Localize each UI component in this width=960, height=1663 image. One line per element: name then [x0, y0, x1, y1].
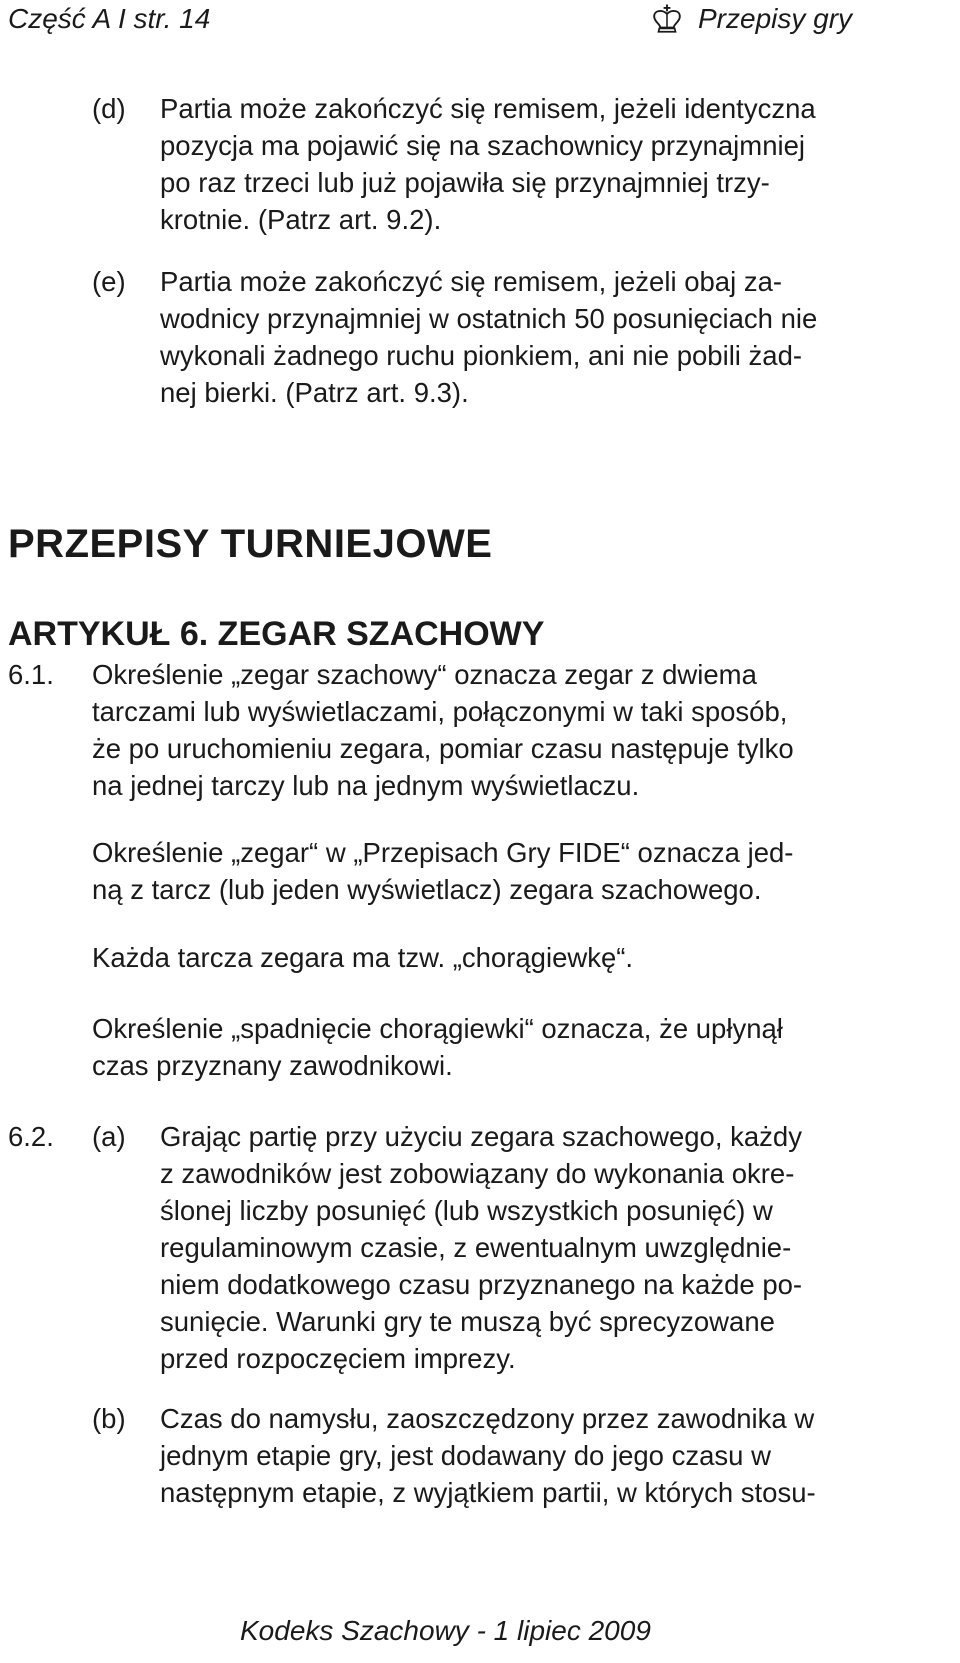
- article-title: ARTYKUŁ 6. ZEGAR SZACHOWY: [8, 615, 545, 653]
- para-line: niem dodatkowego czasu przyznanego na każde po-: [160, 1269, 803, 1300]
- page-header-right: [650, 2, 852, 36]
- para-line: tarczami lub wyświetlaczami, połączonymi w taki sposób,: [92, 696, 788, 727]
- article-6-1-para-2: [92, 834, 892, 908]
- item-e-line: Partia może zakończyć się remisem, jeżeli obaj za-: [160, 266, 783, 297]
- item-d-line: pozycja ma pojawić się na szachownicy przynajmniej: [160, 130, 806, 161]
- item-e-text: [160, 263, 892, 411]
- item-e-line: wykonali żadnego ruchu pionkiem, ani nie pobili żad-: [160, 340, 803, 371]
- para-line: regulaminowym czasie, z ewentualnym uwzględnie-: [160, 1232, 792, 1263]
- item-d-line: krotnie. (Patrz art. 9.2).: [160, 204, 442, 235]
- para-line: Określenie „spadnięcie chorągiewki“ oznacza, że upłynął: [92, 1013, 783, 1044]
- para-line: następnym etapie, z wyjątkiem partii, w których stosu-: [160, 1477, 816, 1508]
- para-line: Każda tarcza zegara ma tzw. „chorągiewkę“.: [92, 942, 634, 973]
- item-d-line: po raz trzeci lub już pojawiła się przynajmniej trzy-: [160, 167, 770, 198]
- item-e-label: (e): [92, 266, 126, 297]
- para-line: czas przyznany zawodnikowi.: [92, 1050, 453, 1081]
- para-line: na jednej tarczy lub na jednym wyświetlaczu.: [92, 770, 640, 801]
- item-e-line: nej bierki. (Patrz art. 9.3).: [160, 377, 469, 408]
- para-line: ślonej liczby posunięć (lub wszystkich posunięć) w: [160, 1195, 773, 1226]
- item-e-line: wodnicy przynajmniej w ostatnich 50 posunięciach nie: [160, 303, 818, 334]
- para-line: że po uruchomieniu zegara, pomiar czasu następuje tylko: [92, 733, 794, 764]
- para-line: Określenie „zegar“ w „Przepisach Gry FIDE“ oznacza jed-: [92, 837, 794, 868]
- section-title: PRZEPISY TURNIEJOWE: [8, 522, 493, 566]
- chess-king-icon: [650, 2, 684, 36]
- item-d-text: [160, 90, 892, 238]
- article-6-2-number: 6.2.: [8, 1121, 54, 1152]
- para-line: Czas do namysłu, zaoszczędzony przez zawodnika w: [160, 1403, 815, 1434]
- item-b-text: [160, 1400, 892, 1511]
- page-header-left: Część A I str. 14: [8, 3, 211, 34]
- para-line: z zawodników jest zobowiązany do wykonania okre-: [160, 1158, 795, 1189]
- item-a-text: [160, 1118, 892, 1377]
- item-b-label: (b): [92, 1403, 126, 1434]
- item-d-line: Partia może zakończyć się remisem, jeżeli identyczna: [160, 93, 816, 124]
- para-line: sunięcie. Warunki gry te muszą być sprecyzowane: [160, 1306, 775, 1337]
- article-6-1-para-4: [92, 1010, 892, 1084]
- item-d-label: (d): [92, 93, 126, 124]
- para-line: Określenie „zegar szachowy“ oznacza zegar z dwiema: [92, 659, 757, 690]
- para-line: Grając partię przy użyciu zegara szachowego, każdy: [160, 1121, 802, 1152]
- article-6-1-number: 6.1.: [8, 659, 54, 690]
- page-footer: Kodeks Szachowy - 1 lipiec 2009: [240, 1615, 651, 1646]
- article-6-1-para-3: [92, 939, 892, 976]
- item-a-label: (a): [92, 1121, 126, 1152]
- para-line: przed rozpoczęciem imprezy.: [160, 1343, 516, 1374]
- para-line: jednym etapie gry, jest dodawany do jego czasu w: [160, 1440, 771, 1471]
- header-right-text: Przepisy gry: [698, 3, 853, 34]
- para-line: ną z tarcz (lub jeden wyświetlacz) zegara szachowego.: [92, 874, 762, 905]
- article-6-1-para-1: [92, 656, 892, 804]
